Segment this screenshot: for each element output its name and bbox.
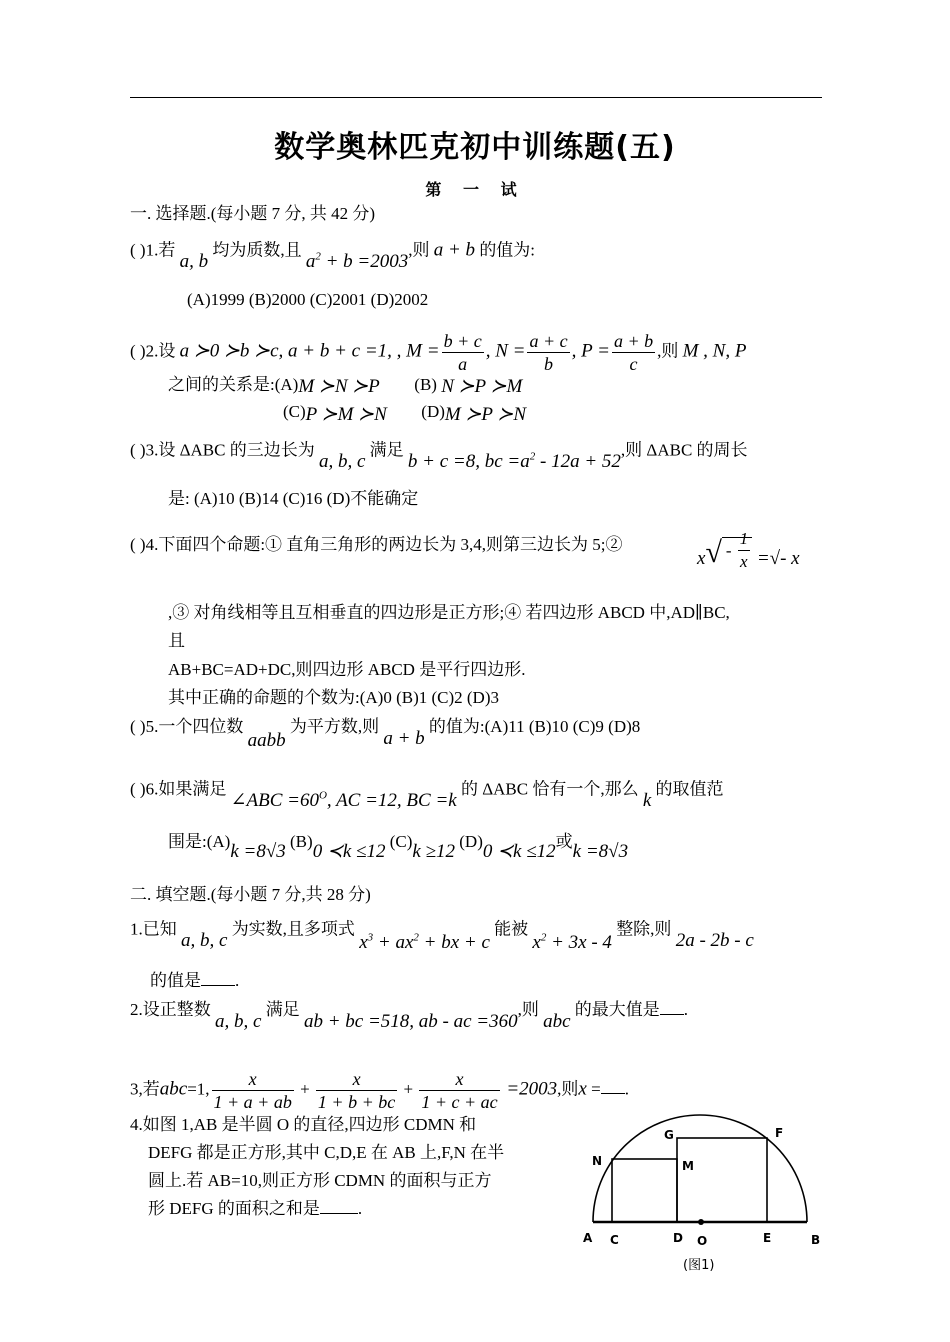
page-title: 数学奥林匹克初中训练题(五) xyxy=(274,130,676,165)
s1-q6-line: ( )6.如果满足 ∠ABC $=60^O$, AC =12, BC =k 的 ΔABC 恰有一个,那么 k 的取值范 xyxy=(130,779,724,812)
label-c: C xyxy=(610,1233,619,1247)
square-cdmn xyxy=(612,1159,677,1222)
label-n: N xyxy=(592,1154,603,1168)
top-rule xyxy=(130,97,822,98)
s1-q4-line3: 且 xyxy=(168,631,185,650)
label-f: F xyxy=(775,1126,784,1140)
s1-q4-line2: ,③ 对角线相等且互相垂直的四边形是正方形;④ 若四边形 ABCD 中,AD∥BC, xyxy=(168,603,730,622)
label-o: O xyxy=(697,1234,708,1248)
s2-q4-line1: 4.如图 1,AB 是半圆 O 的直径,四边形 CDMN 和 xyxy=(130,1115,477,1134)
s2-q1-answer-line: 的值是 . xyxy=(150,971,240,990)
s2-q2-line: 2.设正整数 a, b, c 满足 ab + bc =518, ab - ac =360,则 abc 的最大值是 . xyxy=(130,1000,689,1032)
s1-q2-options-cd: (C)P ≻M ≻N (D)M ≻P ≻N xyxy=(283,402,526,425)
center-o-point xyxy=(698,1219,704,1225)
s2-q1-line: 1.已知 a, b, c 为实数,且多项式 $x^3 + ax^2$ + bx + c 能被 $x^2 + 3x - 4$ 整除,则 2a - 2b - c xyxy=(130,919,754,954)
s2-q4-line4: 形 DEFG 的面积之和是 . xyxy=(148,1199,363,1218)
s1-q3-line: ( )3.设 ΔABC 的三边长为 a, b, c 满足 b + c =8, bc $=a^2 - 12a + 52$,则 ΔABC 的周长 xyxy=(130,440,748,473)
label-e: E xyxy=(763,1231,772,1245)
label-b: B xyxy=(811,1233,821,1247)
s2-q4-line2: DEFG 都是正方形,其中 C,D,E 在 AB 上,F,N 在半 xyxy=(148,1143,505,1162)
s1-q1-options: (A)1999 (B)2000 (C)2001 (D)2002 xyxy=(187,290,429,309)
s1-q2-options-ab: 之间的关系是:(A)M ≻N ≻P (B) N ≻P ≻M xyxy=(168,375,523,397)
s1-q4-line1: ( )4.下面四个命题:① 直角三角形的两边长为 3,4,则第三边长为 5;② xyxy=(130,535,623,554)
section2-heading: 二. 填空题.(每小题 7 分,共 28 分) xyxy=(130,885,371,904)
s1-q4-line5: 其中正确的命题的个数为:(A)0 (B)1 (C)2 (D)3 xyxy=(168,688,499,707)
figure-caption: (图1) xyxy=(683,1258,715,1273)
s1-q1-line: ( )1.若 a, b 均为质数,且 $a^2 + b =2003$,则 a + b 的值为: xyxy=(130,239,536,273)
s1-q3-options: 是: (A)10 (B)14 (C)16 (D)不能确定 xyxy=(168,489,419,508)
label-a: A xyxy=(583,1231,593,1245)
label-g: G xyxy=(664,1128,674,1142)
square-defg xyxy=(677,1138,767,1222)
s1-q2-line: ( )2.设 a ≻0 ≻b ≻c, a + b + c =1, , M = $\frac{b + c}{a}$ , N = $\frac{a + c}{b}$ , P = $\frac{a + b}{c}$ ,则 M , N, P xyxy=(130,331,747,374)
label-d: D xyxy=(673,1231,683,1245)
page-subtitle: 第 一 试 xyxy=(425,180,525,199)
s1-q5-line: ( )5.一个四位数 aabb 为平方数,则 a + b 的值为:(A)11 (B)10 (C)9 (D)8 xyxy=(130,717,641,751)
s2-q4-line3: 圆上.若 AB=10,则正方形 CDMN 的面积与正方 xyxy=(148,1171,492,1190)
s1-q6-options: 围是:(A)k =8√3 (B)0 ≺k ≤12 (C)k ≥12 (D)0 ≺k ≤12或k =8√3 xyxy=(168,832,629,862)
s1-q4-formula: x√ - $\frac{1}{x}$ =√- x xyxy=(697,529,800,571)
s1-q4-line4: AB+BC=AD+DC,则四边形 ABCD 是平行四边形. xyxy=(168,660,526,679)
figure-1-semicircle xyxy=(575,1105,825,1280)
section1-heading: 一. 选择题.(每小题 7 分, 共 42 分) xyxy=(130,204,376,223)
s2-q3-line: 3,若abc=1, $\frac{x}{1 + a + ab}$ + $\frac{x}{1 + b + bc}$ + $\frac{x}{1 + c + ac}$ =2003,则x = . xyxy=(130,1069,629,1112)
label-m: M xyxy=(682,1159,694,1173)
